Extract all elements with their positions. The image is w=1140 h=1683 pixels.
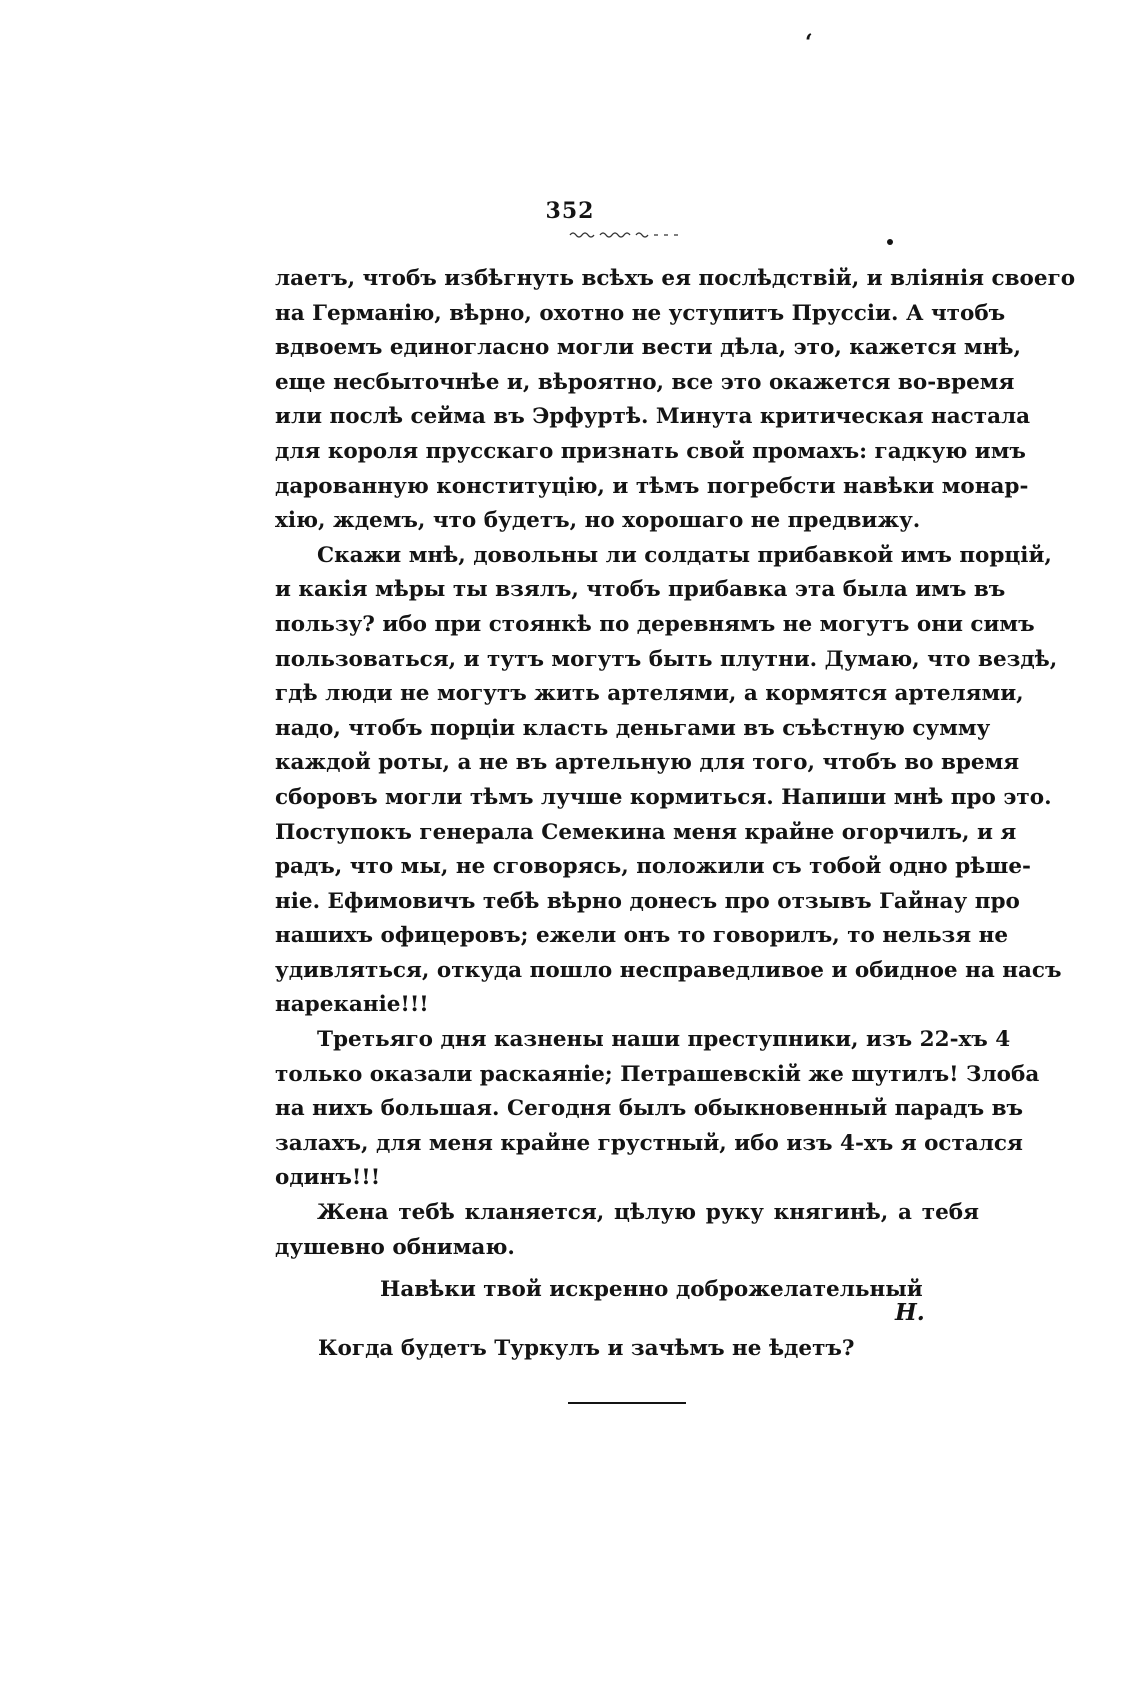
end-rule bbox=[568, 1402, 686, 1404]
text-line: ніе. Ефимовичъ тебѣ вѣрно донесъ про отзывъ Гайнау про bbox=[275, 888, 1020, 914]
paragraph bbox=[275, 1023, 1040, 1196]
letter-body bbox=[275, 262, 1076, 1265]
text-line: Жена тебѣ кланяется, цѣлую руку княгинѣ, а тебя bbox=[317, 1200, 979, 1226]
text-line: на Германію, вѣрно, охотно не уступитъ Пруссіи. А чтобъ bbox=[275, 300, 1006, 326]
text-line: вдвоемъ единогласно могли вести дѣла, это, кажется мнѣ, bbox=[275, 335, 1021, 361]
page-number-ornament bbox=[568, 229, 688, 239]
text-line: душевно обнимаю. bbox=[275, 1234, 515, 1260]
text-line: Скажи мнѣ, довольны ли солдаты прибавкой имъ порцій, bbox=[317, 542, 1052, 568]
text-line: для короля прусскаго признать свой промахъ: гадкую имъ bbox=[275, 438, 1026, 464]
text-line: лаетъ, чтобъ избѣгнуть всѣхъ ея послѣдствій, и вліянія своего bbox=[275, 266, 1076, 291]
text-line: пользоваться, и тутъ могутъ быть плутни. Думаю, что вездѣ, bbox=[275, 646, 1058, 672]
text-line: Поступокъ генерала Семекина меня крайне огорчилъ, и я bbox=[275, 819, 1017, 845]
text-line: нареканіе!!! bbox=[275, 992, 429, 1018]
text-line: одинъ!!! bbox=[275, 1165, 381, 1191]
text-line: дарованную конституцію, и тѣмъ погребсти навѣки монар- bbox=[275, 473, 1029, 499]
text-line: сборовъ могли тѣмъ лучше кормиться. Напиши мнѣ про это. bbox=[275, 784, 1052, 810]
text-line: каждой роты, а не въ артельную для того, чтобъ во время bbox=[275, 750, 1020, 776]
text-line: на нихъ большая. Сегодня былъ обыкновенный парадъ въ bbox=[275, 1096, 1024, 1122]
paragraph bbox=[275, 1196, 979, 1265]
corner-mark: ‘ bbox=[805, 30, 813, 56]
text-line: хію, ждемъ, что будетъ, но хорошаго не предвижу. bbox=[275, 508, 921, 534]
text-line: или послѣ сейма въ Эрфуртѣ. Минута критическая настала bbox=[275, 404, 1031, 430]
signature: Н. bbox=[895, 1299, 925, 1326]
closing-line: Навѣки твой искренно доброжелательный bbox=[380, 1277, 923, 1302]
text-line: надо, чтобъ порціи класть деньгами въ съѣстную сумму bbox=[275, 715, 991, 741]
text-line: радъ, что мы, не сговорясь, положили съ тобой одно рѣше- bbox=[275, 854, 1031, 880]
postscript: Когда будетъ Туркулъ и зачѣмъ не ѣдетъ? bbox=[318, 1336, 855, 1361]
text-line: гдѣ люди не могутъ жить артелями, а кормятся артелями, bbox=[275, 681, 1024, 707]
text-line: пользу? ибо при стоянкѣ по деревнямъ не могутъ они симъ bbox=[275, 611, 1035, 637]
paragraph bbox=[275, 539, 1062, 1023]
text-line: Третьяго дня казнены наши преступники, изъ 22-хъ 4 bbox=[317, 1027, 1011, 1053]
text-line: еще несбыточнѣе и, вѣроятно, все это окажется во-время bbox=[275, 369, 1015, 395]
text-line: удивляться, откуда пошло несправедливое и обидное на насъ bbox=[275, 957, 1062, 983]
text-line: только оказали раскаяніе; Петрашевскій же шутилъ! Злоба bbox=[275, 1061, 1040, 1087]
paragraph bbox=[275, 262, 1076, 539]
text-line: залахъ, для меня крайне грустный, ибо изъ 4-хъ я остался bbox=[275, 1130, 1023, 1156]
text-line: и какія мѣры ты взялъ, чтобъ прибавка эта была имъ въ bbox=[275, 577, 1006, 603]
page-number: 352 bbox=[545, 198, 595, 224]
ink-dot bbox=[887, 239, 893, 245]
text-line: нашихъ офицеровъ; ежели онъ то говорилъ, то нельзя не bbox=[275, 923, 1009, 949]
